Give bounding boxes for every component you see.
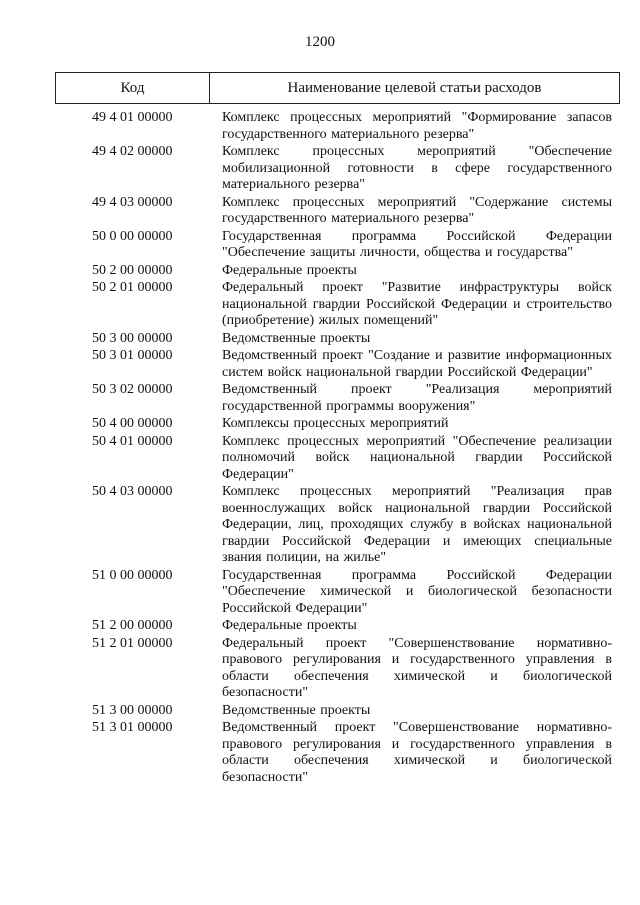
table-row [0,703,640,720]
row-name: Федеральные проекты [222,262,357,278]
row-name: Ведомственный проект "Реализация мероприятий государственной программы вооружения" [222,382,612,414]
row-name: Федеральные проекты [222,618,357,633]
row-name: Комплексы процессных мероприятий [222,416,449,431]
row-name: Комплекс процессных мероприятий "Содержание системы государственного материального резерва" [222,194,612,226]
row-name: Комплекс процессных мероприятий "Формирование запасов государственного материального резерва" [222,110,612,142]
row-name: Комплекс процессных мероприятий "Обеспечение мобилизационной готовности в сфере государственного материального резерва" [222,144,612,192]
table-row [0,195,640,228]
page-number: 1200 [305,34,335,50]
table-row [0,280,640,330]
table-row [0,263,640,280]
row-code: 51 3 01 00000 [92,720,173,735]
row-name: Федеральный проект "Развитие инфраструктуры войск национальной гвардии Российской Федерации и строительство (приобретение) жилых помещений" [222,280,612,328]
row-code: 50 3 01 00000 [92,348,173,363]
row-name: Ведомственный проект "Создание и развитие информационных систем войск национальной гвардии Российской Федерации" [222,348,612,380]
table-row [0,618,640,635]
table-row [0,636,640,702]
row-code: 50 4 03 00000 [92,484,173,499]
table-header [55,72,620,104]
table-row [0,720,640,786]
row-code: 50 4 00 00000 [92,416,173,431]
table-row [0,382,640,415]
header-code: Код [56,73,210,103]
row-code: 50 3 00 00000 [92,330,173,346]
row-name: Ведомственные проекты [222,702,371,718]
row-name: Государственная программа Российской Федерации "Обеспечение химической и биологической безопасности Российской Федерации" [222,567,612,616]
table-row [0,434,640,484]
row-code: 50 2 01 00000 [92,280,173,295]
table-row [0,348,640,381]
table-row [0,110,640,143]
table-row [0,331,640,348]
row-code: 51 2 00 00000 [92,618,173,633]
row-name: Ведомственный проект "Совершенствование нормативно-правового регулирования и государственного управления в области обеспечения химической и биологической безопасности" [222,720,612,785]
table-row [0,568,640,618]
row-code: 51 0 00 00000 [92,567,173,583]
table-row [0,416,640,433]
row-code: 50 0 00 00000 [92,228,173,244]
table-row [0,484,640,567]
row-code: 49 4 01 00000 [92,110,173,125]
row-name: Комплекс процессных мероприятий "Реализация прав военнослужащих войск национальной гвардии Российской Федерации, лиц, проходящих службу в войсках национальной гвардии Российской Федерации и имеющих специальные звания полиции, на жилье" [222,484,612,565]
row-name: Государственная программа Российской Федерации "Обеспечение защиты личности, общества и государства" [222,228,612,260]
row-code: 50 4 01 00000 [92,433,173,449]
row-code: 51 2 01 00000 [92,635,173,651]
row-code: 49 4 02 00000 [92,144,173,159]
row-name: Федеральный проект "Совершенствование нормативно-правового регулирования и государственного управления в области обеспечения химической и биологической безопасности" [222,635,612,700]
row-code: 50 2 00 00000 [92,262,173,278]
row-code: 51 3 00 00000 [92,702,173,718]
row-name: Ведомственные проекты [222,330,371,346]
row-code: 50 3 02 00000 [92,382,173,397]
row-code: 49 4 03 00000 [92,194,173,210]
table-row [0,144,640,194]
header-name: Наименование целевой статьи расходов [287,79,542,96]
row-name: Комплекс процессных мероприятий "Обеспечение реализации полномочий войск национальной гвардии Российской Федерации" [222,433,612,482]
table-row [0,229,640,262]
table-body [0,110,640,787]
